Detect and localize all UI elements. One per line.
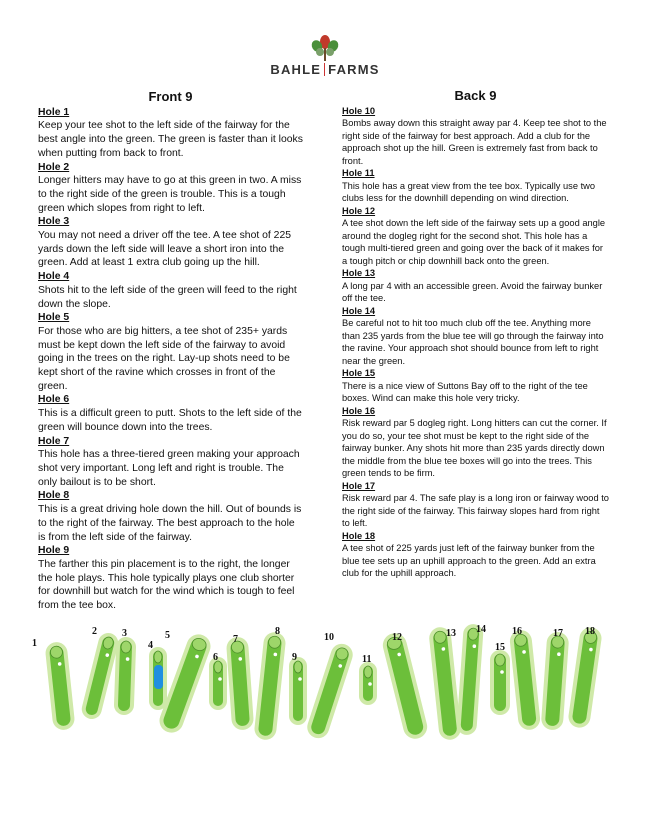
hole-description: The farther this pin placement is to the right, the longer the hole plays. This hole typically plays one club shorter for downhill but watch for the wind which is tough to feel from the tee box. [38,558,295,612]
hole-number-label: 5 [165,630,170,641]
hole-label: Hole 16 [342,405,376,416]
hole-description: This hole has a three-tiered green making your approach shot very important. Long left and right is trouble. The only bailout is to be short. [38,449,300,488]
hole-number-label: 10 [324,632,334,643]
hole-2-layout [80,631,121,721]
hole-description: Risk reward par 4. The safe play is a long iron or fairway wood to the right side of the fairway. This fairway slopes hard from right to left. [342,493,609,528]
hole-label: Hole 11 [342,168,375,178]
hole-16-layout [509,629,541,731]
hole-6-layout [209,657,227,710]
hole-description: Be careful not to hit too much club off the tee. Anything more than 235 yards from the blue tee will go through the fairway into the ravine. Your approach shot should bounce from left to right near the green. [342,318,604,366]
bahle-farms-logo [260,34,390,80]
hole-label: Hole 1 [38,106,70,118]
hole-description: There is a nice view of Suttons Bay off to the right of the tee boxes. Wind can make this hole very tricky. [342,380,588,403]
hole-description: This is a difficult green to putt. Shots to the left side of the green will bounce down into the trees. [38,408,302,433]
hole-4-layout [149,647,167,710]
hole-number-label: 11 [362,654,372,665]
hole-number-label: 14 [476,624,486,635]
hole-10-layout [304,641,355,741]
hole-number-label: 8 [275,626,280,637]
back-nine-column [342,90,609,580]
front-nine-column [38,90,303,613]
brand-left: BAHLE [270,62,322,77]
hole-description: For those who are big hitters, a tee shot of 235+ yards must be kept down the left side of the fairway to avoid going in the trees on the right. Lay-up shots need to be kept short of the ravine which crosses in front of the green. [38,325,290,392]
hole-12-layout [380,631,429,742]
hole-8-layout [253,631,286,741]
hole-number-label: 18 [585,626,595,637]
hole-label: Hole 7 [38,435,70,447]
hole-number-label: 7 [233,634,238,645]
hole-3-layout [114,637,137,716]
hole-1-layout [44,641,75,731]
hole-description: You may not need a driver off the tee. A tee shot of 225 yards down the left side will leave a short iron into the green. Add at least 1 extra club going up the hill. [38,230,292,269]
hole-18-layout [567,626,603,729]
hole-number-label: 3 [122,628,127,639]
hole-description: Longer hitters may have to go at this green in two. A miss to the right side of the green is trouble. This is a tough green which slopes from right to left. [38,175,302,214]
hole-label: Hole 3 [38,216,70,228]
hole-7-layout [226,636,254,730]
hole-description: Risk reward par 5 dogleg right. Long hitters can cut the corner. If you do so, your tee shot must be kept to the right side of the fairway bunker. Any shots hit more than 235 yards directly down the middle from the blue tee boxes will go into the trees. This green tends to be firm. [342,418,607,478]
hole-number-label: 2 [92,626,97,637]
hole-label: Hole 2 [38,161,70,173]
hole-number-label: 4 [148,640,153,651]
hole-14-layout [456,623,484,735]
hole-description: A long par 4 with an accessible green. Avoid the fairway bunker off the tee. [342,280,603,303]
hole-15-layout [490,650,510,715]
hole-description: Keep your tee shot to the left side of the fairway for the best angle into the green. The green is faster than it looks when putting from back to front. [38,120,303,159]
hole-description: This hole has a great view from the tee box. Typically use two clubs less for the downhill depending on wind direction. [342,180,596,203]
course-hole-map [30,616,620,746]
hole-label: Hole 17 [342,480,376,491]
hole-9-layout [289,657,307,725]
front-nine-title: Front 9 [148,89,193,104]
brand-name [260,62,390,77]
hole-11-layout [359,662,377,705]
hole-description: Shots hit to the left side of the green will feed to the right down the slope. [38,284,297,310]
hole-number-label: 15 [495,642,505,653]
hole-number-label: 1 [32,638,37,649]
hole-description: A tee shot down the left side of the fairway sets up a good angle around the dogleg right for the second shot. This hole has a tough multi-tiered green and going over the back of it makes for a tough pitch or chip downhill back onto the green. [342,218,606,266]
hole-description: A tee shot of 225 yards just left of the fairway bunker from the blue tee sets up an uphill approach to the green. Add an extra club for the uphill approach. [342,543,596,578]
hole-label: Hole 18 [342,530,376,541]
hole-label: Hole 4 [38,271,70,283]
hole-number-label: 9 [292,652,297,663]
hole-number-label: 16 [512,626,522,637]
brand-right: FARMS [328,62,380,77]
hole-label: Hole 10 [342,105,376,116]
tree-logo-icon [308,34,342,62]
hole-label: Hole 15 [342,368,376,378]
hole-label: Hole 6 [38,394,70,406]
hole-number-label: 12 [392,632,402,643]
hole-13-layout [428,626,462,741]
hole-description: Bombs away down this straight away par 4. Keep tee shot to the right side of the fairway for best approach. Add a club for the approach shot up the hill. Green is extremely fast from back to front. [342,118,607,166]
hole-label: Hole 8 [38,490,70,502]
hole-number-label: 6 [213,652,218,663]
hole-label: Hole 12 [342,205,376,216]
hole-label: Hole 9 [38,545,70,557]
hole-label: Hole 13 [342,268,376,278]
hole-label: Hole 14 [342,305,376,316]
hole-label: Hole 5 [38,312,70,324]
hole-17-layout [541,631,570,730]
hole-description: This is a great driving hole down the hill. Out of bounds is to the right of the fairway. The best approach to the hole is from the left side of the fairway. [38,504,302,543]
back-nine-title: Back 9 [454,88,497,103]
hole-number-label: 17 [553,628,563,639]
hole-number-label: 13 [446,628,456,639]
